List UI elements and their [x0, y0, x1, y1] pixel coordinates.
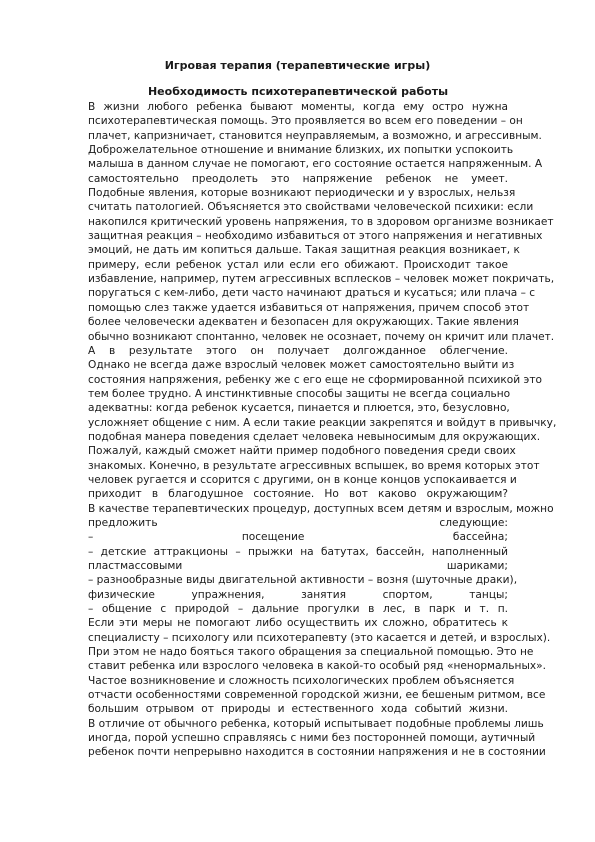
text-line: – разнообразные виды двигательной активности – возня (шуточные драки), — [88, 574, 518, 587]
text-line: самостоятельно преодолеть это напряжение ребенок не умеет. — [88, 172, 508, 185]
text-line: поругаться с кем-либо, дети часто начинают драться и кусаться; или плача – с — [88, 287, 536, 300]
section-heading: Необходимость психотерапевтической работы — [147, 85, 449, 98]
text-line: Однако не всегда даже взрослый человек может самостоятельно выйти из — [88, 359, 515, 372]
text-line: – посещение бассейна; — [88, 531, 508, 544]
text-line: плачет, капризничает, становится неуправляемым, а возможно, и агрессивным. — [88, 129, 542, 142]
text-line: считать патологией. Объясняется это свойствами человеческой психики: если — [88, 201, 534, 214]
text-line: тем более трудно. А инстинктивные способы защиты не всегда социально — [88, 387, 511, 400]
text-line: ставит ребенка или взрослого человека в какой-то особый ряд «ненормальных». — [88, 660, 546, 673]
text-line: знакомых. Конечно, в результате агрессивных вспышек, во время которых этот — [88, 459, 540, 472]
text-line: Подобные явления, которые возникают периодически и у взрослых, нельзя — [88, 187, 516, 200]
text-line: помощью слез также удается избавиться от напряжения, причем способ этот — [88, 301, 530, 314]
text-line: А в результате этого он получает долгожданное облегчение. — [88, 344, 508, 357]
text-line: В отличие от обычного ребенка, который испытывает подобные проблемы лишь — [88, 717, 544, 730]
text-line: пластмассовыми шариками; — [88, 560, 508, 572]
text-line: Частое возникновение и сложность психологических проблем объясняется — [88, 674, 515, 687]
text-line: человек ругается и ссорится с другими, он в конце концов успокаивается и — [88, 473, 517, 486]
text-line: отчасти особенностями современной городской жизни, ее бешеным ритмом, все — [88, 689, 546, 702]
text-line: примеру, если ребенок устал или если его обижают. Происходит такое — [88, 258, 508, 271]
text-line: В жизни любого ребенка бывают моменты, когда ему остро нужна — [88, 101, 508, 113]
text-line: эмоций, не дать им копиться дальше. Такая защитная реакция возникает, к — [88, 244, 520, 257]
text-line: Пожалуй, каждый сможет найти пример подобного поведения среди своих — [88, 445, 516, 458]
text-line: специалисту – психологу или психотерапевту (это касается и детей, и взрослых). — [88, 631, 551, 644]
text-line: психотерапевтическая помощь. Это проявляется во всем его поведении – он — [88, 115, 523, 128]
text-line: В качестве терапевтических процедур, доступных всем детям и взрослым, можно — [88, 502, 554, 515]
text-line: защитная реакция – необходимо избавиться от этого напряжения и негативных — [88, 230, 543, 243]
text-line: малыша в данном случае не помогают, его состояние остается напряженным. А — [88, 158, 543, 171]
body-text — [88, 100, 557, 760]
text-line: Если эти меры не помогают либо осуществить их сложно, обратитесь к — [88, 617, 508, 630]
text-line: подобная манера поведения сделает человека невыносимым для окружающих. — [88, 430, 541, 443]
text-line: более человечески адекватен и безопасен для окружающих. Такие явления — [88, 316, 519, 329]
text-line: накопился критический уровень напряжения, то в здоровом организме возникает — [88, 215, 554, 228]
text-line: усложняет общение с ним. А если такие реакции закрепятся и войдут в привычку, — [88, 416, 557, 429]
text-line: иногда, порой успешно справляясь с ними без посторонней помощи, аутичный — [88, 732, 536, 745]
text-line: большим отрывом от природы и естественного хода событий жизни. — [88, 703, 508, 716]
text-line: ребенок почти непрерывно находится в состоянии напряжения и не в состоянии — [88, 746, 546, 759]
text-line: избавление, например, путем агрессивных всплесков – человек может покричать, — [88, 273, 555, 286]
text-line: обычно возникают спонтанно, человек не осознает, почему он кричит или плачет. — [88, 330, 555, 343]
text-line: состояния напряжения, ребенку же с его еще не сформированной психикой это — [88, 373, 543, 386]
text-line: Доброжелательное отношение и внимание близких, их попытки успокоить — [88, 144, 514, 157]
text-line: адекватны: когда ребенок кусается, пинается и плюется, это, безусловно, — [88, 402, 510, 415]
text-line: – детские аттракционы – прыжки на батутах, бассейн, наполненный — [88, 545, 508, 558]
text-line: физические упражнения, занятия спортом, танцы; — [88, 588, 508, 601]
text-line: приходит в благодушное состояние. Но вот каково окружающим? — [88, 488, 508, 501]
text-line: предложить следующие: — [88, 516, 508, 529]
text-line: При этом не надо бояться такого обращения за специальной помощью. Это не — [88, 646, 534, 659]
text-line: – общение с природой – дальние прогулки в лес, в парк и т. п. — [88, 603, 508, 616]
document-title: Игровая терапия (терапевтические игры) — [164, 59, 431, 72]
